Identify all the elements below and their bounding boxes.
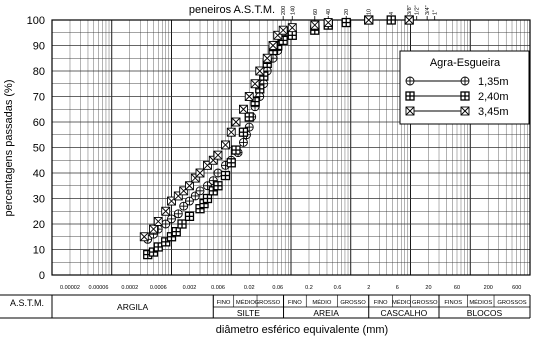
- data-point-series-2: [203, 195, 211, 203]
- class-minor-label: FINO: [373, 300, 388, 306]
- class-major-label: BLOCOS: [466, 308, 503, 318]
- data-point-series-2: [221, 172, 229, 180]
- data-point-series-1: [174, 210, 182, 218]
- legend-marker: [406, 92, 414, 100]
- x-axis-label: diâmetro esférico equivalente (mm): [215, 324, 389, 336]
- class-minor-label: FINO: [287, 300, 302, 306]
- x-tick-label: 0.06: [272, 285, 284, 291]
- sieve-label: 10: [366, 8, 373, 15]
- data-point-series-3: [245, 93, 253, 101]
- data-point-series-2: [154, 243, 162, 251]
- x-tick-label: 0.6: [333, 285, 342, 291]
- class-minor-label: MÉDIO: [235, 300, 255, 306]
- x-tick-label: 0.006: [211, 285, 225, 291]
- sieve-label: 4: [389, 11, 396, 15]
- data-point-series-3: [214, 151, 222, 159]
- class-minor-label: GROSSO: [412, 300, 438, 306]
- x-tick-label: 0.00002: [60, 285, 80, 291]
- data-point-series-3: [140, 233, 148, 241]
- data-point-series-2: [172, 228, 180, 236]
- class-minor-label: GROSSO: [254, 300, 281, 306]
- sieve-label: 1": [432, 9, 439, 15]
- class-minor-label: FINOS: [444, 300, 463, 306]
- legend-marker: [461, 107, 469, 115]
- data-point-series-3: [221, 141, 229, 149]
- y-tick-label: 60: [32, 117, 45, 129]
- sieve-axis-title: peneiros A.S.T.M.: [188, 4, 276, 16]
- sieve-label: 1/2": [414, 5, 421, 15]
- sieve-label: 140: [290, 5, 297, 15]
- data-point-series-3: [263, 54, 271, 62]
- sieve-label: 40: [326, 8, 333, 15]
- data-point-series-2: [342, 19, 350, 27]
- y-tick-label: 70: [32, 91, 45, 104]
- y-tick-label: 80: [32, 66, 45, 78]
- data-point-series-3: [324, 19, 332, 27]
- data-point-series-3: [251, 80, 259, 88]
- data-point-series-3: [232, 118, 240, 126]
- class-minor-label: GROSSO: [340, 300, 366, 306]
- x-tick-label: 0.2: [305, 285, 313, 291]
- data-point-series-2: [214, 182, 222, 190]
- data-point-series-3: [311, 21, 319, 29]
- data-point-series-3: [365, 16, 373, 24]
- class-major-label: ARGILA: [117, 302, 149, 312]
- x-tick-label: 0.0006: [149, 285, 167, 291]
- data-point-series-1: [239, 138, 247, 146]
- x-tick-label: 0.00006: [88, 285, 109, 291]
- data-point-series-3: [162, 207, 170, 215]
- class-minor-label: FINO: [216, 300, 231, 306]
- class-major-label: SILTE: [236, 308, 260, 318]
- x-tick-label: 2: [367, 285, 371, 291]
- y-tick-label: 0: [38, 270, 45, 282]
- data-point-series-2: [227, 159, 235, 167]
- classification-table: [0, 295, 530, 318]
- sieve-label: 60: [312, 8, 319, 15]
- data-point-series-2: [178, 220, 186, 228]
- data-point-series-3: [154, 217, 162, 225]
- y-tick-label: 90: [32, 40, 45, 53]
- x-tick-label: 20: [425, 285, 432, 291]
- data-point-series-1: [168, 215, 176, 223]
- class-minor-label: MÉDIO: [312, 300, 332, 306]
- x-tick-label: 0.002: [182, 285, 197, 291]
- class-minor-label: GROSSOS: [497, 300, 527, 306]
- y-tick-label: 40: [32, 168, 45, 180]
- legend-marker: [406, 77, 414, 85]
- data-points: [140, 16, 413, 259]
- data-point-series-3: [150, 225, 158, 233]
- data-point-series-2: [245, 113, 253, 121]
- data-point-series-3: [288, 24, 296, 32]
- data-point-series-2: [185, 212, 193, 220]
- x-tick-label: 0.0002: [121, 285, 139, 291]
- data-point-series-2: [387, 16, 395, 24]
- data-point-series-3: [227, 128, 235, 136]
- legend-marker: [406, 107, 414, 115]
- legend-label: 3,45m: [478, 106, 509, 118]
- data-point-series-3: [405, 16, 413, 24]
- data-point-series-2: [232, 146, 240, 154]
- sieve-label: 20: [344, 8, 351, 15]
- legend: [400, 51, 529, 124]
- y-tick-label: 10: [32, 244, 45, 257]
- data-point-series-3: [269, 42, 277, 50]
- data-point-series-2: [239, 128, 247, 136]
- y-tick-label: 20: [32, 219, 45, 231]
- legend-marker: [461, 77, 469, 85]
- sieve-label: 3/4": [425, 5, 432, 15]
- data-point-series-3: [185, 182, 193, 190]
- legend-label: 1,35m: [478, 76, 509, 88]
- data-point-series-1: [214, 169, 222, 177]
- legend-title: Agra-Esgueira: [429, 57, 501, 69]
- data-point-series-3: [256, 67, 264, 75]
- sieve-axis: [281, 5, 439, 20]
- y-tick-label: 100: [26, 15, 45, 27]
- legend-marker: [461, 92, 469, 100]
- y-axis-label: percentagens passadas (%): [3, 79, 15, 217]
- class-major-label: CASCALHO: [380, 308, 428, 318]
- sieve-label: 3/8": [407, 5, 414, 15]
- x-tick-label: 200: [483, 285, 493, 291]
- x-tick-label: 600: [512, 285, 522, 291]
- x-tick-label: 6: [395, 285, 399, 291]
- data-point-series-3: [239, 105, 247, 113]
- sieve-label: 200: [281, 5, 288, 15]
- data-point-series-2: [288, 31, 296, 39]
- data-point-series-1: [196, 187, 204, 195]
- class-minor-label: MÉDIO: [391, 300, 412, 306]
- x-tick-label: 60: [453, 285, 461, 291]
- class-major-label: AREIA: [313, 308, 339, 318]
- legend-label: 2,40m: [478, 91, 509, 103]
- classification-system-label: A.S.T.M.: [9, 298, 45, 308]
- y-tick-label: 50: [32, 142, 45, 155]
- x-tick-label: 0.02: [243, 285, 255, 291]
- data-point-series-3: [196, 169, 204, 177]
- data-point-series-3: [279, 26, 287, 34]
- class-minor-label: MÉDIOS: [469, 300, 493, 306]
- y-tick-label: 30: [32, 193, 45, 206]
